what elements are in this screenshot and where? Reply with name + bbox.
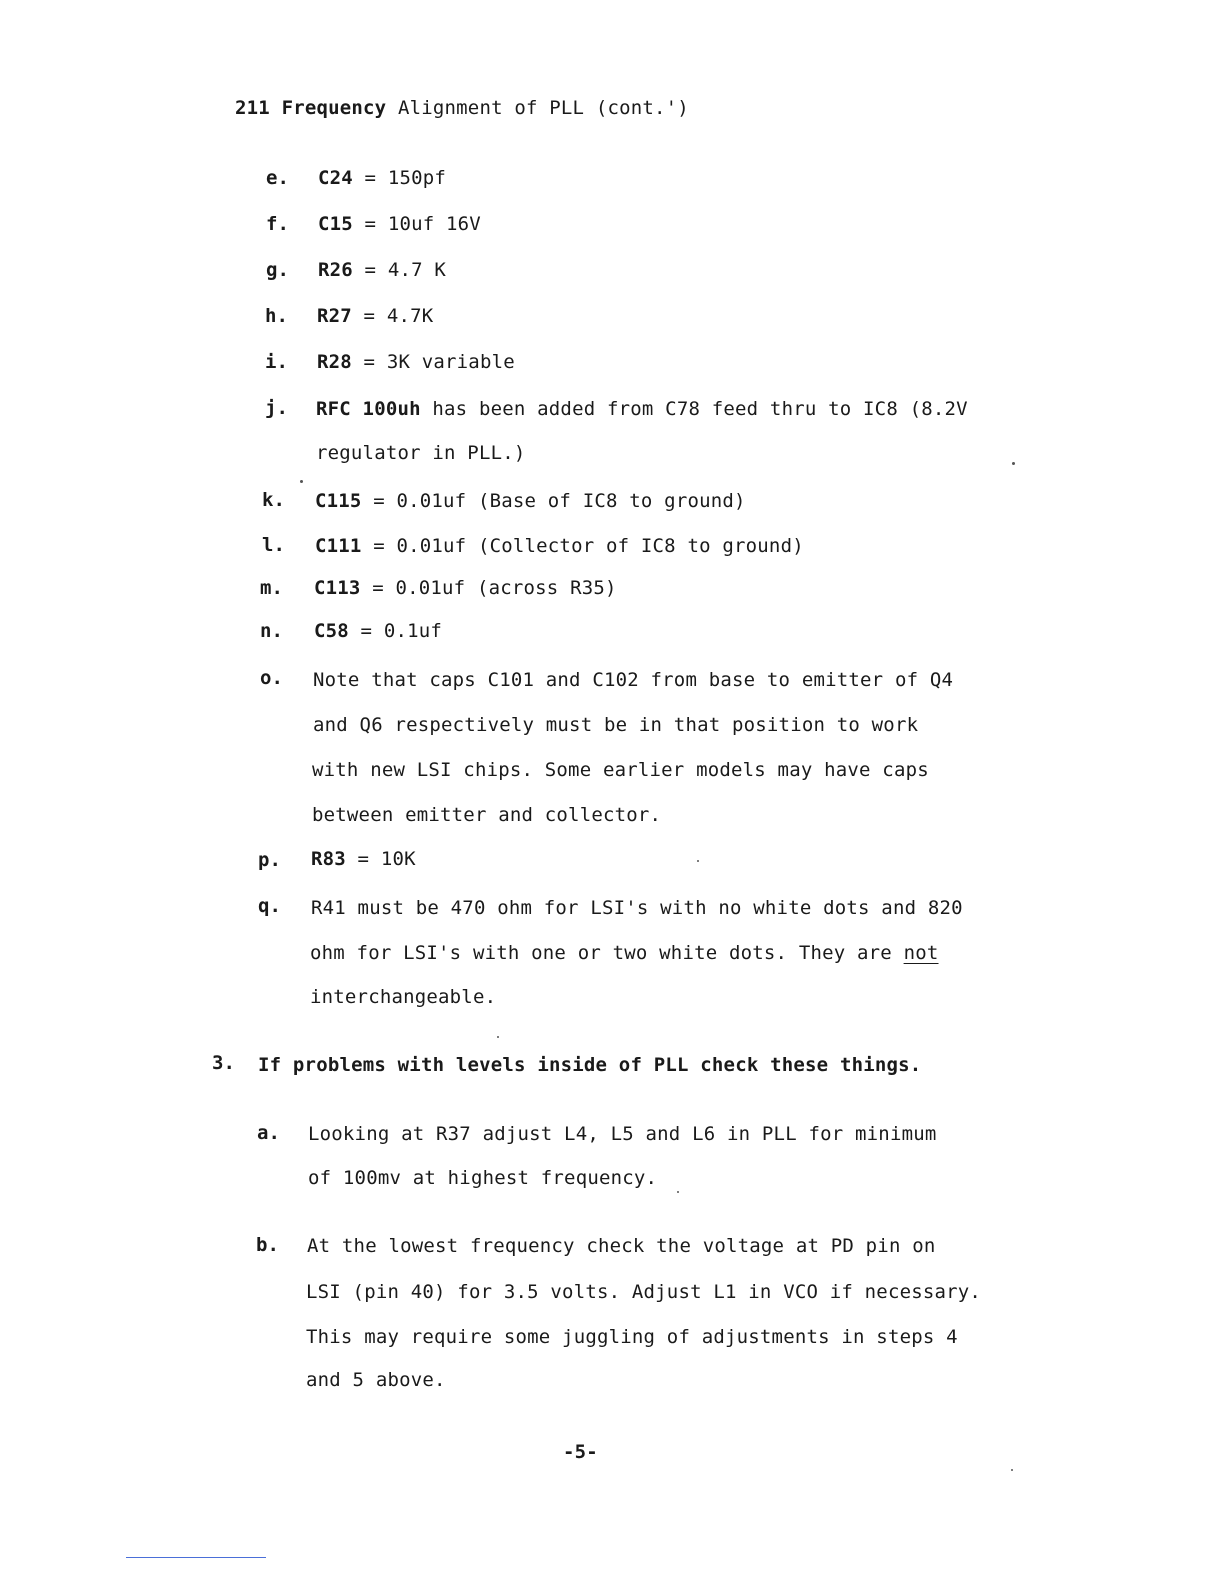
list-item <box>314 576 617 600</box>
section-heading <box>235 96 689 120</box>
heading-bold: Frequency <box>281 97 387 119</box>
component-value: = 3K variable <box>351 351 515 373</box>
paragraph-line: This may require some juggling of adjustments in steps 4 <box>306 1326 958 1348</box>
component-value: has been added from C78 feed thru to IC8 (8.2V <box>420 398 968 420</box>
paragraph-line: with new LSI chips. Some earlier models may have caps <box>312 759 929 781</box>
section-number: 211 <box>235 97 270 119</box>
paragraph-line: interchangeable. <box>310 986 497 1008</box>
item-label: a. <box>257 1122 280 1144</box>
list-item <box>315 534 804 558</box>
bottom-rule <box>126 1557 266 1558</box>
list-item-continuation: regulator in PLL.) <box>316 442 526 464</box>
list-item <box>318 212 481 236</box>
paragraph-line: LSI (pin 40) for 3.5 volts. Adjust L1 in VCO if necessary. <box>306 1281 982 1303</box>
item-label: j. <box>265 397 288 419</box>
item-label: p. <box>258 849 281 871</box>
scan-speck <box>1012 462 1015 465</box>
component-value: = 4.7 K <box>352 259 447 281</box>
component-ref: R26 <box>318 259 353 281</box>
component-value: = 0.01uf (across R35) <box>360 577 617 599</box>
paragraph-line: R41 must be 470 ohm for LSI's with no white dots and 820 <box>311 897 963 919</box>
paragraph-line: and Q6 respectively must be in that position to work <box>313 714 919 736</box>
item-label: q. <box>258 895 281 917</box>
component-value: = 0.01uf (Base of IC8 to ground) <box>361 490 746 512</box>
scan-speck <box>1011 1469 1013 1471</box>
item-label: o. <box>260 667 283 689</box>
scan-speck <box>677 1191 679 1193</box>
paragraph-line: of 100mv at highest frequency. <box>308 1167 658 1189</box>
list-item <box>314 619 442 643</box>
underlined-word: not <box>903 942 939 964</box>
item-label: f. <box>266 213 289 235</box>
list-item <box>317 350 515 374</box>
list-item <box>318 166 446 190</box>
paragraph-line <box>310 941 939 965</box>
section-number: 3. <box>212 1052 235 1074</box>
list-item <box>317 304 433 328</box>
paragraph-line: Note that caps C101 and C102 from base to emitter of Q4 <box>313 669 954 691</box>
item-label: k. <box>262 489 285 511</box>
item-label: h. <box>265 305 288 327</box>
component-value: = 0.01uf (Collector of IC8 to ground) <box>361 535 804 557</box>
page-number: -5- <box>563 1441 598 1463</box>
component-ref: C111 <box>315 535 362 557</box>
component-value: = 150pf <box>352 167 447 189</box>
paragraph-line: between emitter and collector. <box>312 804 662 826</box>
item-label: e. <box>266 167 289 189</box>
paragraph-line: Looking at R37 adjust L4, L5 and L6 in PLL for minimum <box>308 1123 937 1145</box>
item-label: i. <box>265 351 288 373</box>
item-label: l. <box>262 534 285 556</box>
component-ref: C15 <box>318 213 353 235</box>
component-ref: C58 <box>314 620 349 642</box>
paragraph-text: ohm for LSI's with one or two white dots. They are <box>310 942 904 964</box>
component-ref: RFC 100uh <box>316 398 421 420</box>
paragraph-line: At the lowest frequency check the voltage at PD pin on <box>307 1235 936 1257</box>
item-label: b. <box>256 1234 279 1256</box>
item-label: n. <box>260 620 283 642</box>
paragraph-line: and 5 above. <box>306 1369 446 1391</box>
section-heading: If problems with levels inside of PLL check these things. <box>258 1054 922 1076</box>
heading-rest: Alignment of PLL (cont.') <box>397 97 689 119</box>
component-ref: R27 <box>317 305 352 327</box>
component-value: = 10uf 16V <box>352 213 481 235</box>
scan-speck <box>697 860 699 862</box>
list-item <box>311 847 416 871</box>
component-ref: R83 <box>311 848 346 870</box>
component-ref: R28 <box>317 351 352 373</box>
component-value: = 10K <box>345 848 416 870</box>
component-value: = 4.7K <box>351 305 434 327</box>
component-ref: C115 <box>315 490 362 512</box>
item-label: g. <box>266 259 289 281</box>
component-ref: C24 <box>318 167 353 189</box>
list-item <box>318 258 446 282</box>
list-item <box>316 397 968 421</box>
item-label: m. <box>260 577 283 599</box>
component-ref: C113 <box>314 577 361 599</box>
component-value: = 0.1uf <box>348 620 443 642</box>
scan-speck <box>300 480 303 483</box>
list-item <box>315 489 746 513</box>
scan-speck <box>497 1036 499 1038</box>
